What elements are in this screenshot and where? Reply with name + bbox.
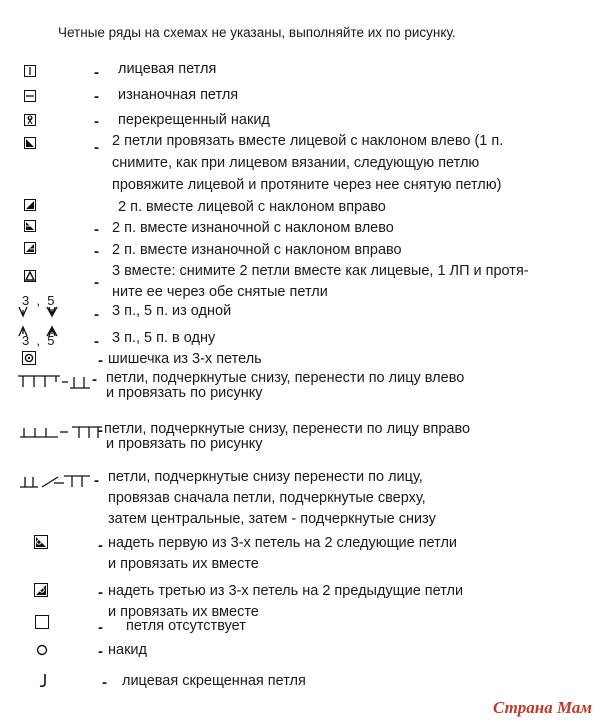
legend-text: 3 вместе: снимите 2 петли вместе как лицевые, 1 ЛП и протя-: [112, 263, 529, 279]
legend-text: лицевая петля: [118, 61, 217, 77]
purl-stitch-icon: [24, 90, 36, 102]
legend-text: снимите, как при лицевом вязании, следующую петлю: [112, 155, 480, 171]
twisted-knit-icon: [38, 673, 50, 689]
legend-text: 3 п., 5 п. из одной: [112, 303, 232, 319]
watermark-logo: Страна Мам: [492, 698, 592, 717]
legend-text: 2 п. вместе лицевой с наклоном вправо: [118, 199, 386, 215]
legend-text: 2 п. вместе изнаночной с наклоном вправо: [112, 242, 402, 258]
legend-text: ните ее через обе снятые петли: [112, 284, 328, 300]
legend-text: и провязать их вместе: [108, 604, 259, 620]
no-stitch-icon: [35, 615, 49, 629]
legend-text: провязав сначала петли, подчеркнутые сверху,: [108, 490, 426, 506]
legend-dash: -: [94, 88, 99, 105]
page-note: Четные ряды на схемах не указаны, выполняйте их по рисунку.: [58, 25, 456, 40]
legend-dash: -: [98, 352, 103, 369]
legend-text: провяжите лицевой и протяните через нее снятую петлю): [112, 177, 502, 193]
legend-text: надеть первую из 3-х петель на 2 следующие петли: [108, 535, 458, 551]
legend-dash: -: [98, 584, 103, 601]
legend-dash: -: [94, 64, 99, 81]
crossed-yarn-over-icon: [24, 114, 36, 126]
legend-text: надеть третью из 3-х петель на 2 предыдущие петли: [108, 583, 464, 599]
cable-center-icon: [18, 474, 92, 490]
legend-text: изнаночная петля: [118, 87, 239, 103]
legend-text: и провязать по рисунку: [106, 385, 263, 401]
legend-text: петля отсутствует: [126, 618, 246, 634]
increase-labels: 3 , 5: [22, 293, 55, 308]
legend-dash: -: [98, 643, 103, 660]
legend-dash: -: [94, 274, 99, 291]
legend-text: петли, подчеркнутые снизу, перенести по лицу вправо: [104, 421, 471, 437]
legend-text: затем центральные, затем - подчеркнутые снизу: [108, 511, 436, 527]
decrease-into-one-icon: [18, 324, 64, 350]
p2tog-right-icon: [24, 242, 36, 254]
legend-text: шишечка из 3-х петель: [108, 351, 262, 367]
legend-dash: -: [94, 243, 99, 260]
legend-dash: -: [94, 113, 99, 130]
p2tog-left-icon: [24, 220, 36, 232]
pass-first-over-icon: [34, 535, 48, 549]
legend-dash: -: [94, 139, 99, 156]
legend-text: 2 петли провязать вместе лицевой с наклоном влево (1 п.: [112, 133, 504, 149]
legend-dash: -: [98, 619, 103, 636]
legend-dash: -: [94, 333, 99, 350]
increase-from-one-icon: [18, 293, 64, 320]
legend-text: перекрещенный накид: [118, 112, 270, 128]
bobble-icon: [22, 351, 36, 365]
knit-stitch-icon: [24, 65, 36, 77]
cable-left-icon: [18, 374, 92, 390]
ssk-left-icon: [24, 137, 36, 149]
legend-text: и провязать их вместе: [108, 556, 259, 572]
centered-double-decrease-icon: [24, 270, 36, 282]
legend-text: петли, подчеркнутые снизу, перенести по лицу влево: [106, 370, 465, 386]
cable-right-icon: [18, 424, 102, 440]
k2tog-right-icon: [24, 199, 36, 211]
decrease-labels: 3 , 5: [22, 333, 55, 348]
yarn-over-icon: [36, 644, 48, 656]
legend-text: 3 п., 5 п. в одну: [112, 330, 216, 346]
legend-text: накид: [108, 642, 147, 658]
legend-dash: -: [94, 306, 99, 323]
legend-text: петли, подчеркнутые снизу перенести по лицу,: [108, 469, 423, 485]
legend-dash: -: [98, 537, 103, 554]
legend-dash: -: [94, 472, 99, 489]
legend-text: и провязать по рисунку: [106, 436, 263, 452]
legend-dash: -: [94, 221, 99, 238]
legend-dash: -: [98, 422, 103, 439]
pass-third-over-icon: [34, 583, 48, 597]
legend-text: 2 п. вместе изнаночной с наклоном влево: [112, 220, 394, 236]
legend-dash: -: [92, 371, 97, 388]
legend-dash: -: [102, 674, 107, 691]
legend-text: лицевая скрещенная петля: [122, 673, 306, 689]
